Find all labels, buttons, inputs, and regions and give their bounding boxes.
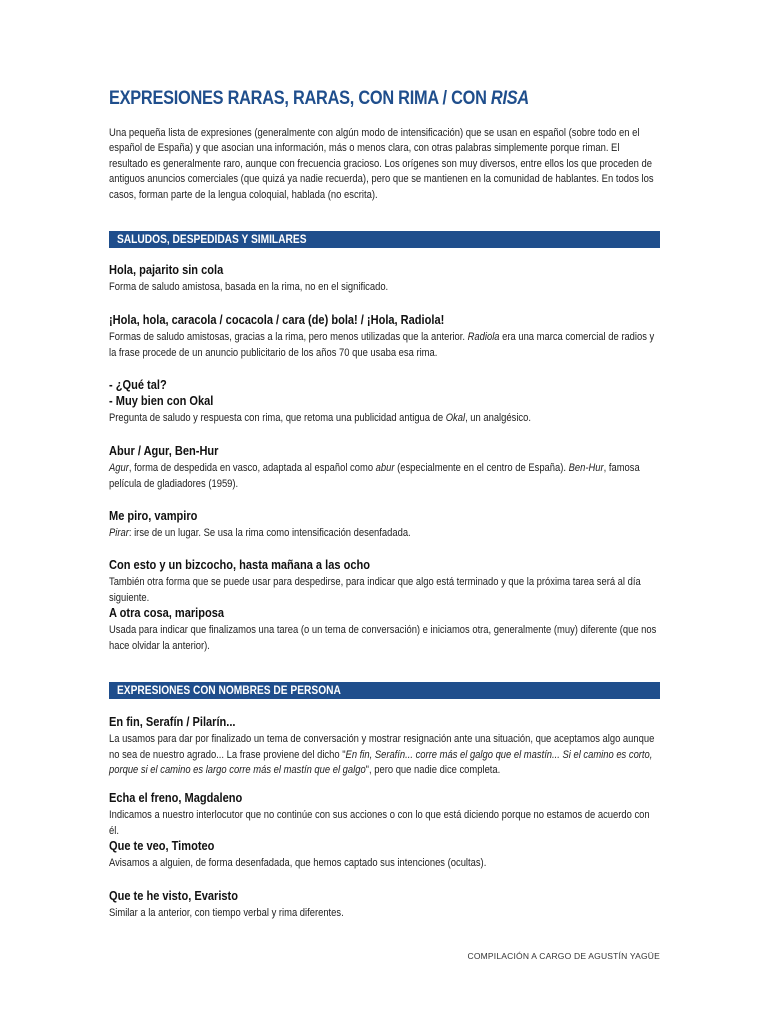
entry (109, 508, 660, 542)
entry (109, 605, 660, 654)
footer-credit: COMPILACIÓN A CARGO DE AGUSTÍN YAGÜE (467, 951, 660, 961)
text-run: Formas de saludo amistosas, gracias a la rima, pero menos utilizadas que la anterior. (109, 331, 468, 343)
italic-term: Okal (445, 412, 466, 424)
italic-term: Pirar (109, 527, 129, 539)
entry-head: Hola, pajarito sin cola (109, 262, 224, 277)
entry-head: Abur / Agur, Ben-Hur (109, 443, 219, 458)
entry-desc: Usada para indicar que finalizamos una tarea (o un tema de conversación) e iniciamos otra, generalmente (muy) diferente (que nos hace olvidar la anterior). (109, 624, 657, 652)
entry (109, 262, 660, 296)
entry (109, 312, 660, 361)
entry-desc: También otra forma que se puede usar para despedirse, para indicar que algo está terminado y que la próxima tarea será al día siguiente. (109, 576, 641, 604)
text-run: Pregunta de saludo y respuesta con rima, que retoma una publicidad antigua de (109, 412, 446, 424)
entry-head: A otra cosa, mariposa (109, 605, 225, 620)
entry (109, 377, 660, 427)
entry-desc: Indicamos a nuestro interlocutor que no continúe con sus acciones o con lo que está diciendo porque no estamos de acuerdo con él. (109, 809, 650, 837)
entry-head: ¡Hola, hola, caracola / cocacola / cara (de) bola! / ¡Hola, Radiola! (109, 312, 445, 327)
title-main: EXPRESIONES RARAS, RARAS, CON RIMA / CON (109, 88, 491, 109)
text-run: : irse de un lugar. Se usa la rima como intensificación desenfadada. (128, 527, 411, 539)
italic-term: Agur (109, 462, 129, 474)
entry-head-line2: - Muy bien con Okal (109, 393, 214, 408)
italic-term: Ben-Hur (568, 462, 604, 474)
section-heading-saludos (109, 231, 660, 248)
entry-head: En fin, Serafín / Pilarín... (109, 714, 236, 729)
entry-head: Que te he visto, Evaristo (109, 888, 238, 903)
entry-head: Echa el freno, Magdaleno (109, 790, 243, 805)
text-run: (especialmente en el centro de España). (394, 462, 569, 474)
section-heading-nombres (109, 682, 660, 699)
entry-desc (109, 330, 660, 361)
entry-desc: Forma de saludo amistosa, basada en la rima, no en el significado. (109, 281, 389, 293)
entry-desc (109, 461, 660, 492)
text-run: La usamos para dar por finalizado un tema de conversación y mostrar resignación ante una situación, que aceptamos algo aunque no sea de nuestro agrado... La frase proviene del dicho " (109, 733, 655, 761)
text-run: , famosa película de gladiadores (1959). (109, 462, 640, 490)
entry-head: Me piro, vampiro (109, 508, 198, 523)
entry-desc (109, 732, 660, 779)
section-heading-label: SALUDOS, DESPEDIDAS Y SIMILARES (117, 232, 307, 246)
entry-desc (109, 411, 660, 427)
text-run: , un analgésico. (465, 412, 531, 424)
section-heading-label: EXPRESIONES CON NOMBRES DE PERSONA (117, 683, 341, 697)
entry (109, 888, 660, 922)
entry (109, 838, 660, 872)
entry-head: Que te veo, Timoteo (109, 838, 215, 853)
intro-paragraph: Una pequeña lista de expresiones (generalmente con algún modo de intensificación) que se usan en español (sobre todo en el español de España) y que asocian una información, más o menos clara, con otras palabras simplemente porque riman. El resultado es generalmente raro, aunque con frecuencia gracioso. Los orígenes son muy diversos, entre ellos los que proceden de antiguos anuncios comerciales (que quizá ya nadie recuerda), pero que se mantienen en la comunidad de hablantes. En todos los casos, forman parte de la lengua coloquial, hablada (no escrita). (109, 127, 654, 201)
italic-term: abur (375, 462, 395, 474)
text-run: era una marca comercial de radios y la frase procede de un anuncio publicitario de los años 70 que usaba esa rima. (109, 331, 655, 359)
entry (109, 557, 660, 606)
italic-term: En fin, Serafín... corre más el galgo que el mastín... Si el camino es corto, porque si el camino es largo corre más el mastín que el galgo (109, 748, 653, 776)
entry (109, 790, 660, 839)
page-title (109, 88, 529, 110)
entry (109, 714, 660, 779)
text-run: ", pero que nadie dice completa. (365, 764, 501, 776)
entry-head: - ¿Qué tal? (109, 377, 167, 392)
entry (109, 443, 660, 492)
text-run: , forma de despedida en vasco, adaptada al español como (128, 462, 376, 474)
entry-desc (109, 526, 660, 542)
entry-desc: Similar a la anterior, con tiempo verbal y rima diferentes. (109, 907, 344, 919)
entry-head: Con esto y un bizcocho, hasta mañana a las ocho (109, 557, 370, 572)
title-italic: RISA (490, 88, 529, 109)
entry-desc: Avisamos a alguien, de forma desenfadada, que hemos captado sus intenciones (ocultas). (109, 857, 487, 869)
italic-term: Radiola (467, 331, 500, 343)
